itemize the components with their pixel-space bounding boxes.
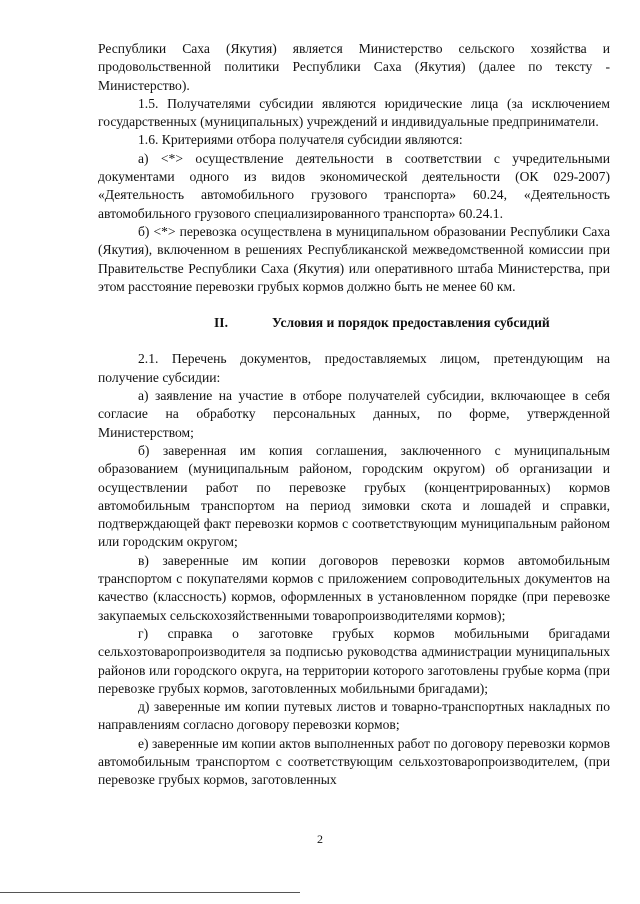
paragraph-2-1: 2.1. Перечень документов, предоставляемых лицом, претендующим на получение субсидии: (98, 351, 610, 385)
item-a: а) заявление на участие в отборе получателей субсидии, включающее в себя согласие на обработку персональных данных, по форме, утвержденной Министерством; (98, 388, 610, 440)
document-body (98, 40, 610, 790)
item-v: в) заверенные им копии договоров перевозки кормов автомобильным транспортом с покупателями кормов с приложением сопроводительных документов на качество (классность) кормов, оформленных в установленном порядке (при перевозке закупаемых сельскохозяйственными товаропроизводителями кормов); (98, 552, 610, 623)
section-number: II. (214, 315, 228, 331)
item-d: д) заверенные им копии путевых листов и товарно-транспортных накладных по направлениям согласно договору перевозки кормов; (98, 699, 610, 733)
criterion-a: а) <*> осуществление деятельности в соответствии с учредительными документами одного из видов экономической деятельности (ОК 029-2007) «Деятельность автомобильного грузового транспорта» 60.24, «Деятельность автомобильного грузового специализированного транспорта» 60.24.1. (98, 150, 610, 221)
page-number: 2 (317, 832, 323, 846)
item-b: б) заверенная им копия соглашения, заключенного с муниципальным образованием (муниципальным районом, городским округом) об организации и осуществлении работ по перевозке грубых (концентрированных) кормов автомобильным транспортом на период зимовки скота и лошадей и справки, подтверждающей факт перевозки кормов с соответствующим муниципальным районом или городским округом; (98, 442, 610, 550)
item-g: г) справка о заготовке грубых кормов мобильными бригадами сельхозтоваропроизводителя за подписью руководства администрации муниципальных районов или городского округа, на территории которого заготовлены грубые корма (при перевозке грубых кормов, заготовленных мобильными бригадами); (98, 625, 610, 696)
paragraph-1-6: 1.6. Критериями отбора получателя субсидии являются: (138, 132, 463, 148)
section-title: Условия и порядок предоставления субсидий (272, 315, 550, 331)
criterion-b: б) <*> перевозка осуществлена в муниципальном образовании Республики Саха (Якутия), включенном в решениях Республиканской межведомственной комиссии при Правительстве Республики Саха (Якутия) или оперативного штаба Министерства, при этом расстояние перевозки грубых кормов должно быть не менее 60 км. (98, 223, 610, 294)
paragraph-1-5: 1.5. Получателями субсидии являются юридические лица (за исключением государственных (муниципальных) учреждений и индивидуальные предприниматели. (98, 95, 610, 130)
section-heading (98, 314, 610, 332)
paragraph-continuation: Республики Саха (Якутия) является Министерство сельского хозяйства и продовольственной политики Республики Саха (Якутия) (далее по тексту - Министерство). (98, 41, 610, 93)
item-e: е) заверенные им копии актов выполненных работ по договору перевозки кормов автомобильным транспортом с соответствующим сельхозтоваропроизводителем, (при перевозке грубых кормов, заготовленных (98, 735, 610, 788)
scan-edge-line (0, 892, 300, 893)
